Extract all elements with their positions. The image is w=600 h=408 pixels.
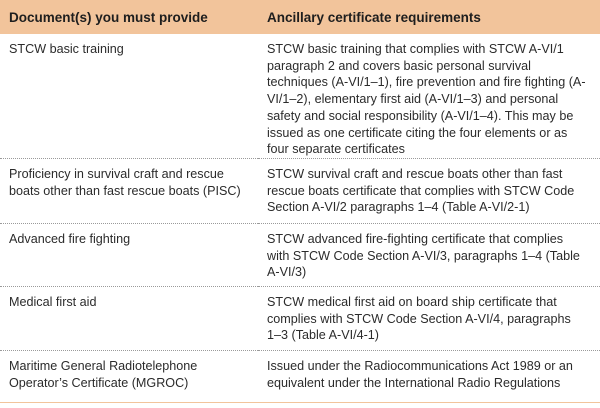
requirement-cell: STCW medical first aid on board ship certificate that complies with STCW Code Section A-VI/4, paragraphs 1–3 (Table A-VI/4-1) (258, 286, 600, 350)
document-cell: Maritime General Radiotelephone Operator’s Certificate (MGROC) (0, 350, 258, 402)
requirement-cell: Issued under the Radiocommunications Act 1989 or an equivalent under the International Radio Regulations (258, 350, 600, 402)
document-cell: Proficiency in survival craft and rescue boats other than fast rescue boats (PISC) (0, 158, 258, 223)
table-row (0, 286, 600, 350)
table-row (0, 350, 600, 402)
header-row (0, 0, 600, 34)
document-cell: Medical first aid (0, 286, 258, 350)
header-requirements: Ancillary certificate requirements (258, 0, 600, 34)
requirement-cell: STCW survival craft and rescue boats other than fast rescue boats certificate that complies with STCW Code Section A-VI/2 paragraphs 1–4 (Table A-VI/2-1) (258, 158, 600, 223)
table-row (0, 223, 600, 286)
document-cell: STCW basic training (0, 34, 258, 158)
requirement-cell: STCW basic training that complies with STCW A-VI/1 paragraph 2 and covers basic personal survival techniques (A-VI/1–1), fire prevention and fire fighting (A-VI/1–2), elementary first aid (A-VI/1–3) and personal safety and social responsibility (A-VI/1–4). This may be issued as one certificate citing the four elements or as four separate certificates (258, 34, 600, 158)
table-body (0, 34, 600, 402)
table-row (0, 158, 600, 223)
header-documents: Document(s) you must provide (0, 0, 258, 34)
document-cell: Advanced fire fighting (0, 223, 258, 286)
table-header (0, 0, 600, 34)
requirement-cell: STCW advanced fire-fighting certificate that complies with STCW Code Section A-VI/3, paragraphs 1–4 (Table A-VI/3) (258, 223, 600, 286)
table-row (0, 34, 600, 158)
